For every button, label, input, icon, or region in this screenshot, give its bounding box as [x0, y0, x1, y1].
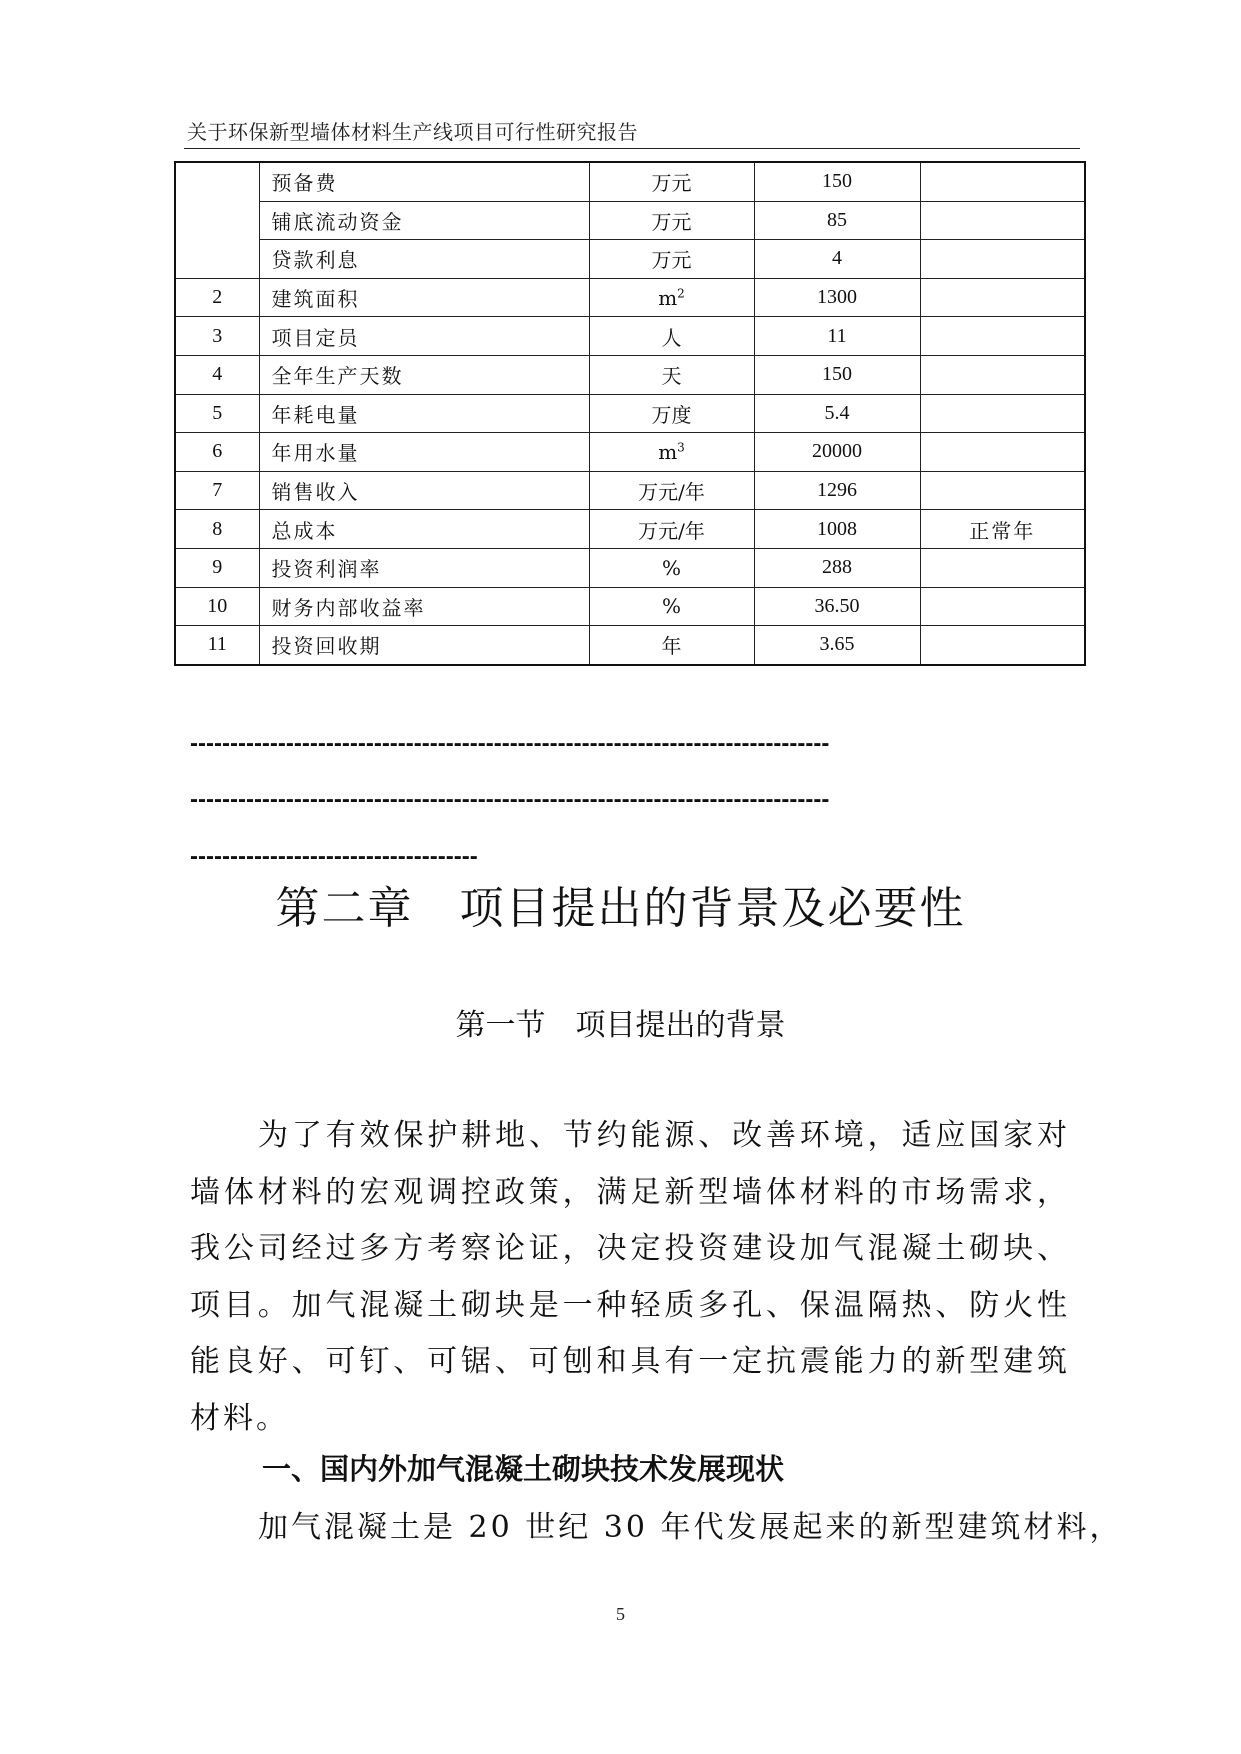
running-header: 关于环保新型墙体材料生产线项目可行性研究报告	[187, 120, 638, 144]
note-cell	[920, 394, 1085, 433]
table-row	[175, 548, 1085, 587]
unit-cell: 万元/年	[589, 510, 754, 549]
item-name-cell: 预备费	[259, 162, 589, 201]
table-row	[175, 201, 1085, 240]
value-cell: 85	[754, 201, 920, 240]
row-number-cell: 3	[175, 317, 259, 356]
indicator-table	[174, 161, 1086, 666]
item-name-cell: 投资利润率	[259, 548, 589, 587]
row-number-cell: 7	[175, 471, 259, 510]
note-cell	[920, 587, 1085, 626]
table-row	[175, 510, 1085, 549]
unit-cell: $m^3$	[589, 433, 754, 472]
unit-cell: 万元	[589, 162, 754, 201]
value-cell: 4	[754, 240, 920, 279]
note-cell	[920, 433, 1085, 472]
body-paragraph: 加气混凝土是 20 世纪 30 年代发展起来的新型建筑材料，	[258, 1510, 1123, 1545]
item-name-cell: 投资回收期	[259, 626, 589, 665]
value-cell: 20000	[754, 433, 920, 472]
unit-cell: %	[589, 587, 754, 626]
item-name-cell: 建筑面积	[259, 278, 589, 317]
row-number-cell: 6	[175, 433, 259, 472]
item-name-cell: 年耗电量	[259, 394, 589, 433]
table-row	[175, 471, 1085, 510]
row-number-cell	[175, 162, 259, 278]
table-row	[175, 626, 1085, 665]
table-row	[175, 587, 1085, 626]
table-row	[175, 278, 1085, 317]
table-row	[175, 240, 1085, 279]
item-name-cell: 总成本	[259, 510, 589, 549]
note-cell: 正常年	[920, 510, 1085, 549]
row-number-cell: 9	[175, 548, 259, 587]
item-name-cell: 贷款利息	[259, 240, 589, 279]
value-cell: 150	[754, 162, 920, 201]
header-rule	[184, 148, 1080, 149]
value-cell: 5.4	[754, 394, 920, 433]
value-cell: 288	[754, 548, 920, 587]
unit-cell: 人	[589, 317, 754, 356]
value-cell: 150	[754, 355, 920, 394]
unit-cell: 万元/年	[589, 471, 754, 510]
note-cell	[920, 317, 1085, 356]
item-name-cell: 项目定员	[259, 317, 589, 356]
value-cell: 1008	[754, 510, 920, 549]
note-cell	[920, 162, 1085, 201]
section-title: 第一节 项目提出的背景	[455, 1008, 786, 1043]
table-row	[175, 355, 1085, 394]
row-number-cell: 10	[175, 587, 259, 626]
row-number-cell: 4	[175, 355, 259, 394]
value-cell: 11	[754, 317, 920, 356]
item-name-cell: 全年生产天数	[259, 355, 589, 394]
table-row	[175, 433, 1085, 472]
chapter-title: 第二章 项目提出的背景及必要性	[275, 883, 966, 934]
dashed-separator-line: --------------------------------------------------------------------------------	[190, 730, 830, 757]
dashed-separator-line: ------------------------------------	[190, 843, 478, 870]
note-cell	[920, 355, 1085, 394]
note-cell	[920, 201, 1085, 240]
note-cell	[920, 626, 1085, 665]
value-cell: 1300	[754, 278, 920, 317]
page-number: 5	[616, 1604, 625, 1624]
row-number-cell: 5	[175, 394, 259, 433]
indicator-table-body	[175, 162, 1085, 665]
row-number-cell: 8	[175, 510, 259, 549]
note-cell	[920, 548, 1085, 587]
item-name-cell: 财务内部收益率	[259, 587, 589, 626]
unit-cell: 万度	[589, 394, 754, 433]
unit-cell: 万元	[589, 201, 754, 240]
body-paragraph: 为了有效保护耕地、节约能源、改善环境，适应国家对墙体材料的宏观调控政策，满足新型墙体材料的市场需求，我公司经过多方考察论证，决定投资建设加气混凝土砌块、项目。加气混凝土砌块是一种轻质多孔、保温隔热、防火性能良好、可钉、可锯、可刨和具有一定抗震能力的新型建筑材料。	[190, 1118, 1070, 1436]
table-row	[175, 162, 1085, 201]
note-cell	[920, 240, 1085, 279]
table-row	[175, 317, 1085, 356]
unit-cell: %	[589, 548, 754, 587]
value-cell: 36.50	[754, 587, 920, 626]
table-row	[175, 394, 1085, 433]
value-cell: 1296	[754, 471, 920, 510]
unit-cell: $m^2$	[589, 278, 754, 317]
item-name-cell: 铺底流动资金	[259, 201, 589, 240]
item-name-cell: 年用水量	[259, 433, 589, 472]
dashed-separator-line: --------------------------------------------------------------------------------	[190, 786, 830, 813]
note-cell	[920, 471, 1085, 510]
row-number-cell: 2	[175, 278, 259, 317]
unit-cell: 天	[589, 355, 754, 394]
subsection-heading: 一、国内外加气混凝土砌块技术发展现状	[262, 1452, 785, 1486]
item-name-cell: 销售收入	[259, 471, 589, 510]
row-number-cell: 11	[175, 626, 259, 665]
note-cell	[920, 278, 1085, 317]
unit-cell: 年	[589, 626, 754, 665]
value-cell: 3.65	[754, 626, 920, 665]
unit-cell: 万元	[589, 240, 754, 279]
